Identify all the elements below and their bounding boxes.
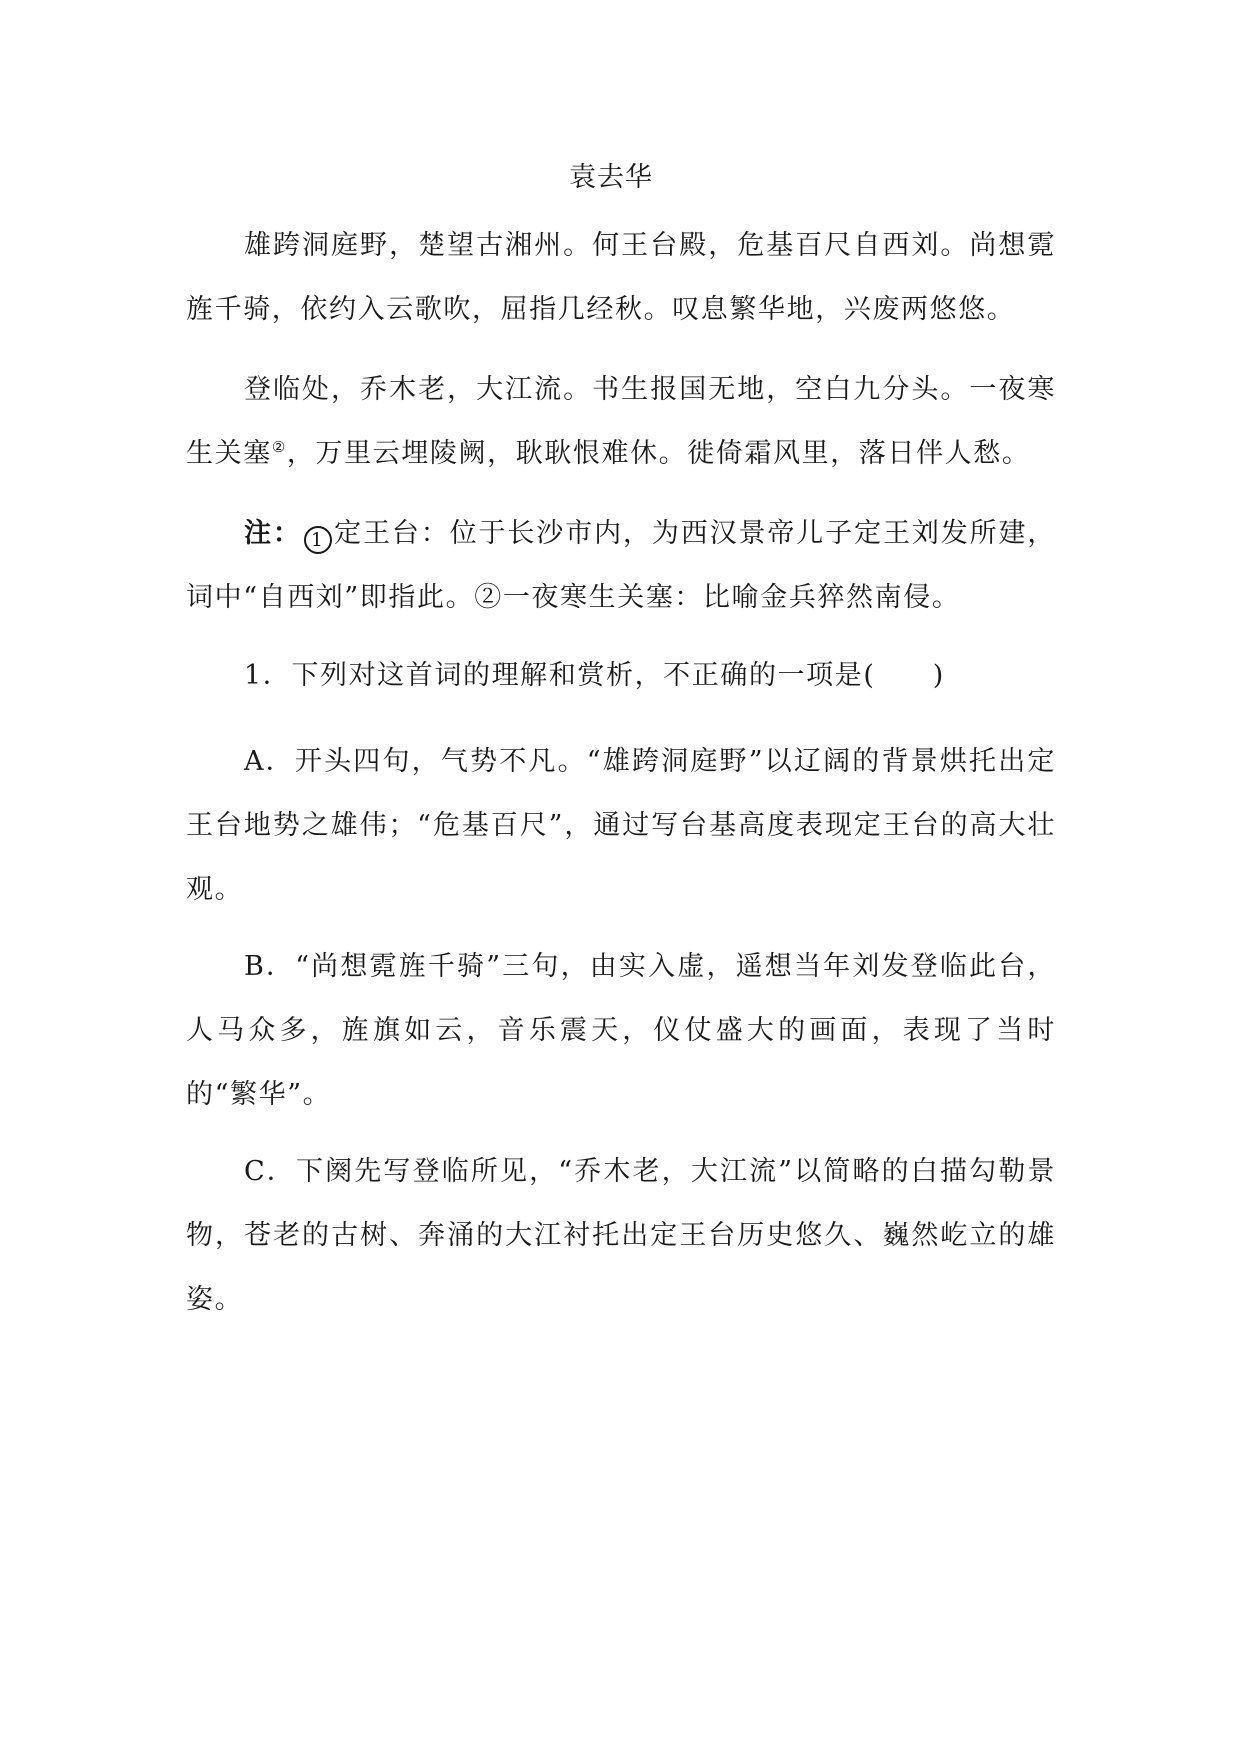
poem-stanza-1	[186, 214, 1056, 342]
question-stem-text: 1．下列对这首词的理解和赏析，不正确的一项是( )	[244, 660, 945, 691]
author-title: 袁去华	[569, 162, 653, 193]
question-stem	[186, 644, 1056, 708]
note-text-2: ②一夜寒生关塞：比喻金兵猝然南侵。	[474, 582, 961, 613]
option-c-text: C．下阕先写登临所见，“乔木老，大江流”以简略的白描勾勒景物，苍老的古树、奔涌的大江衬托出定王台历史悠久、巍然屹立的雄姿。	[186, 1156, 1056, 1315]
poem-stanza-1-text: 雄跨洞庭野，楚望古湘州。何王台殿，危基百尺自西刘。尚想霓旌千骑，依约入云歌吹，屈指几经秋。叹息繁华地，兴废两悠悠。	[186, 230, 1056, 325]
poem-stanza-2	[186, 358, 1056, 486]
circled-number-1: 1	[304, 526, 332, 554]
note-label: 注：	[244, 518, 302, 549]
annotation-note	[186, 502, 1056, 630]
option-a	[186, 730, 1056, 922]
poem-stanza-2-text-a: 登临处，乔木老，大江流。书生报国无地，空白九分头。一夜寒生关塞	[186, 374, 1056, 469]
footnote-marker-2: ②	[271, 438, 287, 456]
option-a-text: A．开头四句，气势不凡。“雄跨洞庭野”以辽阔的背景烘托出定王台地势之雄伟；“危基百尺”，通过写台基高度表现定王台的高大壮观。	[186, 746, 1056, 905]
note-text-1: 定王台：位于长沙市内，为西汉景帝儿子定王刘发所建，词中“自西刘”即指此。	[186, 518, 1056, 613]
option-c	[186, 1140, 1056, 1332]
option-b	[186, 935, 1056, 1127]
option-b-text: B．“尚想霓旌千骑”三句，由实入虚，遥想当年刘发登临此台，人马众多，旌旗如云，音乐震天，仪仗盛大的画面，表现了当时的“繁华”。	[186, 951, 1056, 1110]
document-page	[186, 0, 1056, 1754]
poem-stanza-2-text-b: ，万里云埋陵阙，耿耿恨难休。徙倚霜风里，落日伴人愁。	[286, 438, 1031, 469]
